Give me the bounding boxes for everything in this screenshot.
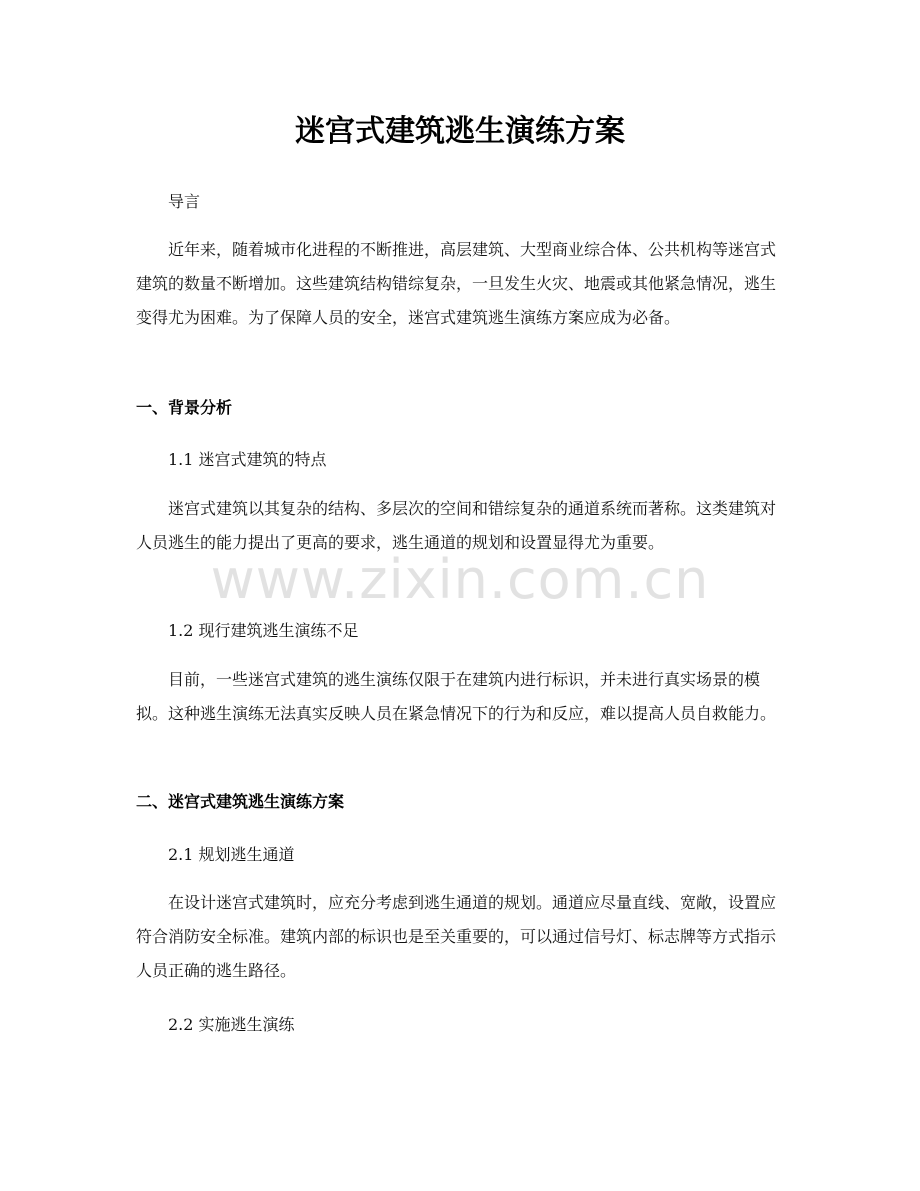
subsection-heading-1-2: 1.2 现行建筑逃生演练不足	[168, 621, 359, 640]
watermark-text: www.zixin.com.cn	[210, 548, 710, 611]
document-title: 迷宫式建筑逃生演练方案	[295, 114, 625, 149]
section-heading-background: 一、背景分析	[136, 398, 233, 417]
subsection-paragraph-2-1: 在设计迷宫式建筑时，应充分考虑到逃生通道的规划。通道应尽量直线、宽敞，设置应符合消防安全标准。建筑内部的标识也是至关重要的，可以通过信号灯、标志牌等方式指示人员正确的逃生路径。	[136, 893, 777, 980]
subsection-heading-1-1: 1.1 迷宫式建筑的特点	[168, 450, 327, 469]
section-heading-plan: 二、迷宫式建筑逃生演练方案	[136, 792, 345, 811]
intro-paragraph: 近年来，随着城市化进程的不断推进，高层建筑、大型商业综合体、公共机构等迷宫式建筑的数量不断增加。这些建筑结构错综复杂，一旦发生火灾、地震或其他紧急情况，逃生变得尤为困难。为了保障人员的安全，迷宫式建筑逃生演练方案应成为必备。	[136, 240, 777, 327]
subsection-paragraph-1-1: 迷宫式建筑以其复杂的结构、多层次的空间和错综复杂的通道系统而著称。这类建筑对人员逃生的能力提出了更高的要求，逃生通道的规划和设置显得尤为重要。	[136, 499, 777, 552]
subsection-heading-2-2: 2.2 实施逃生演练	[168, 1015, 295, 1034]
intro-label: 导言	[168, 192, 201, 211]
subsection-paragraph-1-2: 目前，一些迷宫式建筑的逃生演练仅限于在建筑内进行标识，并未进行真实场景的模拟。这种逃生演练无法真实反映人员在紧急情况下的行为和反应，难以提高人员自救能力。	[136, 670, 777, 723]
subsection-heading-2-1: 2.1 规划逃生通道	[168, 845, 295, 864]
